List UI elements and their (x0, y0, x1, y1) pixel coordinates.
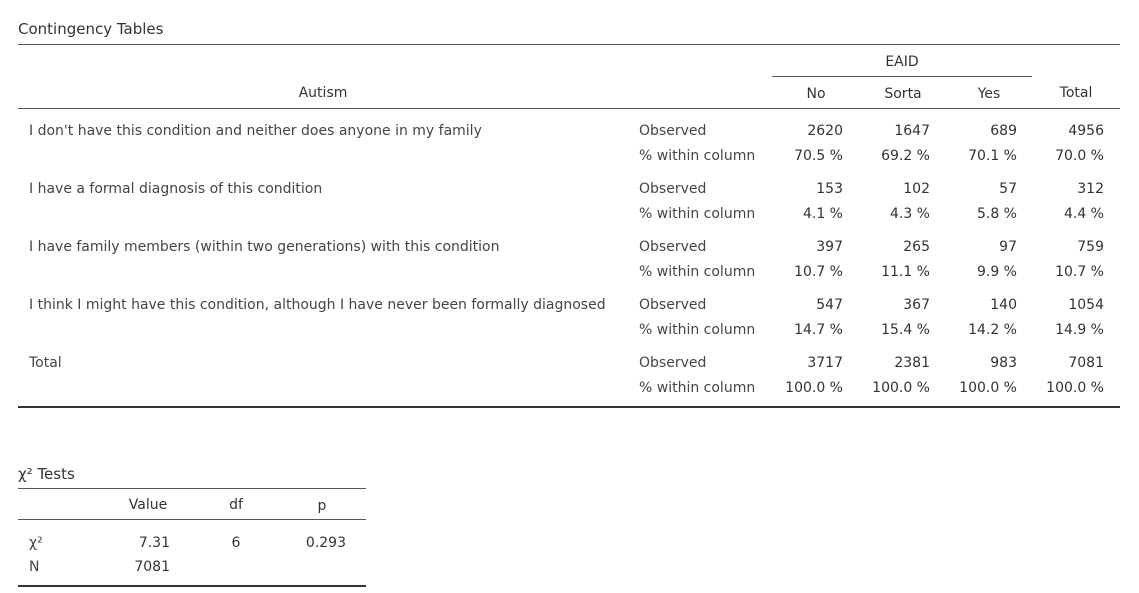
cell-observed-sorta: 265 (903, 239, 930, 255)
cell-pct-no: 10.7 % (794, 264, 843, 280)
cell-observed-yes: 140 (990, 297, 1017, 313)
cell-observed-no: 2620 (807, 123, 843, 139)
pct-label: % within column (639, 206, 756, 222)
chi-row-label-chisq: χ² (29, 535, 43, 551)
col-header-sorta: Sorta (884, 86, 922, 102)
chi-value: 7.31 (138, 535, 170, 551)
col-header-no: No (806, 86, 826, 102)
cell-observed-sorta: 102 (903, 181, 930, 197)
table-bottom-rule (18, 406, 1120, 408)
cell-observed-total: 1054 (1068, 297, 1104, 313)
observed-label: Observed (639, 355, 707, 371)
cell-pct-total: 100.0 % (1046, 380, 1104, 396)
chi-header-df: df (229, 497, 243, 513)
cell-observed-no: 547 (816, 297, 843, 313)
chi-df: 6 (231, 535, 241, 551)
chi-header-value: Value (128, 497, 168, 513)
cell-observed-yes: 97 (999, 239, 1017, 255)
cell-observed-total: 312 (1077, 181, 1104, 197)
cell-pct-yes: 5.8 % (976, 206, 1017, 222)
chi-row-label-n: N (29, 559, 40, 575)
observed-label: Observed (639, 181, 707, 197)
chi-title-rule (18, 488, 366, 489)
chi-header-rule (18, 519, 366, 520)
cell-pct-sorta: 69.2 % (881, 148, 930, 164)
pct-label: % within column (639, 264, 756, 280)
row-label: I have a formal diagnosis of this condition (29, 181, 323, 197)
n-value: 7081 (134, 559, 170, 575)
cell-observed-total: 759 (1077, 239, 1104, 255)
cell-pct-yes: 9.9 % (976, 264, 1017, 280)
cell-pct-sorta: 11.1 % (881, 264, 930, 280)
cell-observed-sorta: 2381 (894, 355, 930, 371)
pct-label: % within column (639, 148, 756, 164)
cell-pct-no: 100.0 % (785, 380, 843, 396)
cell-pct-no: 70.5 % (794, 148, 843, 164)
observed-label: Observed (639, 123, 707, 139)
row-label: I have family members (within two generations) with this condition (29, 239, 500, 255)
cell-observed-no: 397 (816, 239, 843, 255)
cell-pct-sorta: 4.3 % (889, 206, 930, 222)
cell-pct-yes: 14.2 % (968, 322, 1017, 338)
cell-pct-sorta: 15.4 % (881, 322, 930, 338)
cell-pct-no: 14.7 % (794, 322, 843, 338)
cell-pct-yes: 70.1 % (968, 148, 1017, 164)
cell-observed-yes: 57 (999, 181, 1017, 197)
observed-label: Observed (639, 239, 707, 255)
cell-pct-yes: 100.0 % (959, 380, 1017, 396)
cell-pct-total: 14.9 % (1055, 322, 1104, 338)
chi-tests-title: χ² Tests (18, 465, 75, 483)
title-rule (18, 44, 1120, 45)
cell-observed-no: 153 (816, 181, 843, 197)
cell-pct-total: 70.0 % (1055, 148, 1104, 164)
cell-observed-yes: 689 (990, 123, 1017, 139)
row-label: I think I might have this condition, although I have never been formally diagnosed (29, 297, 606, 313)
cell-observed-sorta: 367 (903, 297, 930, 313)
cell-pct-sorta: 100.0 % (872, 380, 930, 396)
chi-bottom-rule (18, 585, 366, 587)
chi-p: 0.293 (305, 535, 346, 551)
group-header-eaid: EAID (885, 54, 919, 70)
pct-label: % within column (639, 380, 756, 396)
cell-pct-total: 4.4 % (1063, 206, 1104, 222)
chi-header-p: p (317, 498, 327, 514)
cell-pct-no: 4.1 % (802, 206, 843, 222)
cell-observed-yes: 983 (990, 355, 1017, 371)
row-label-total: Total (29, 355, 62, 371)
row-label: I don't have this condition and neither does anyone in my family (29, 123, 482, 139)
cell-pct-total: 10.7 % (1055, 264, 1104, 280)
observed-label: Observed (639, 297, 707, 313)
col-header-yes: Yes (977, 86, 1001, 102)
cell-observed-total: 4956 (1068, 123, 1104, 139)
cell-observed-no: 3717 (807, 355, 843, 371)
cell-observed-sorta: 1647 (894, 123, 930, 139)
pct-label: % within column (639, 322, 756, 338)
row-header-autism: Autism (298, 85, 348, 101)
contingency-table-title: Contingency Tables (18, 20, 164, 38)
cell-observed-total: 7081 (1068, 355, 1104, 371)
group-header-rule (772, 76, 1032, 77)
header-rule (18, 108, 1120, 109)
col-header-total: Total (1059, 85, 1093, 101)
